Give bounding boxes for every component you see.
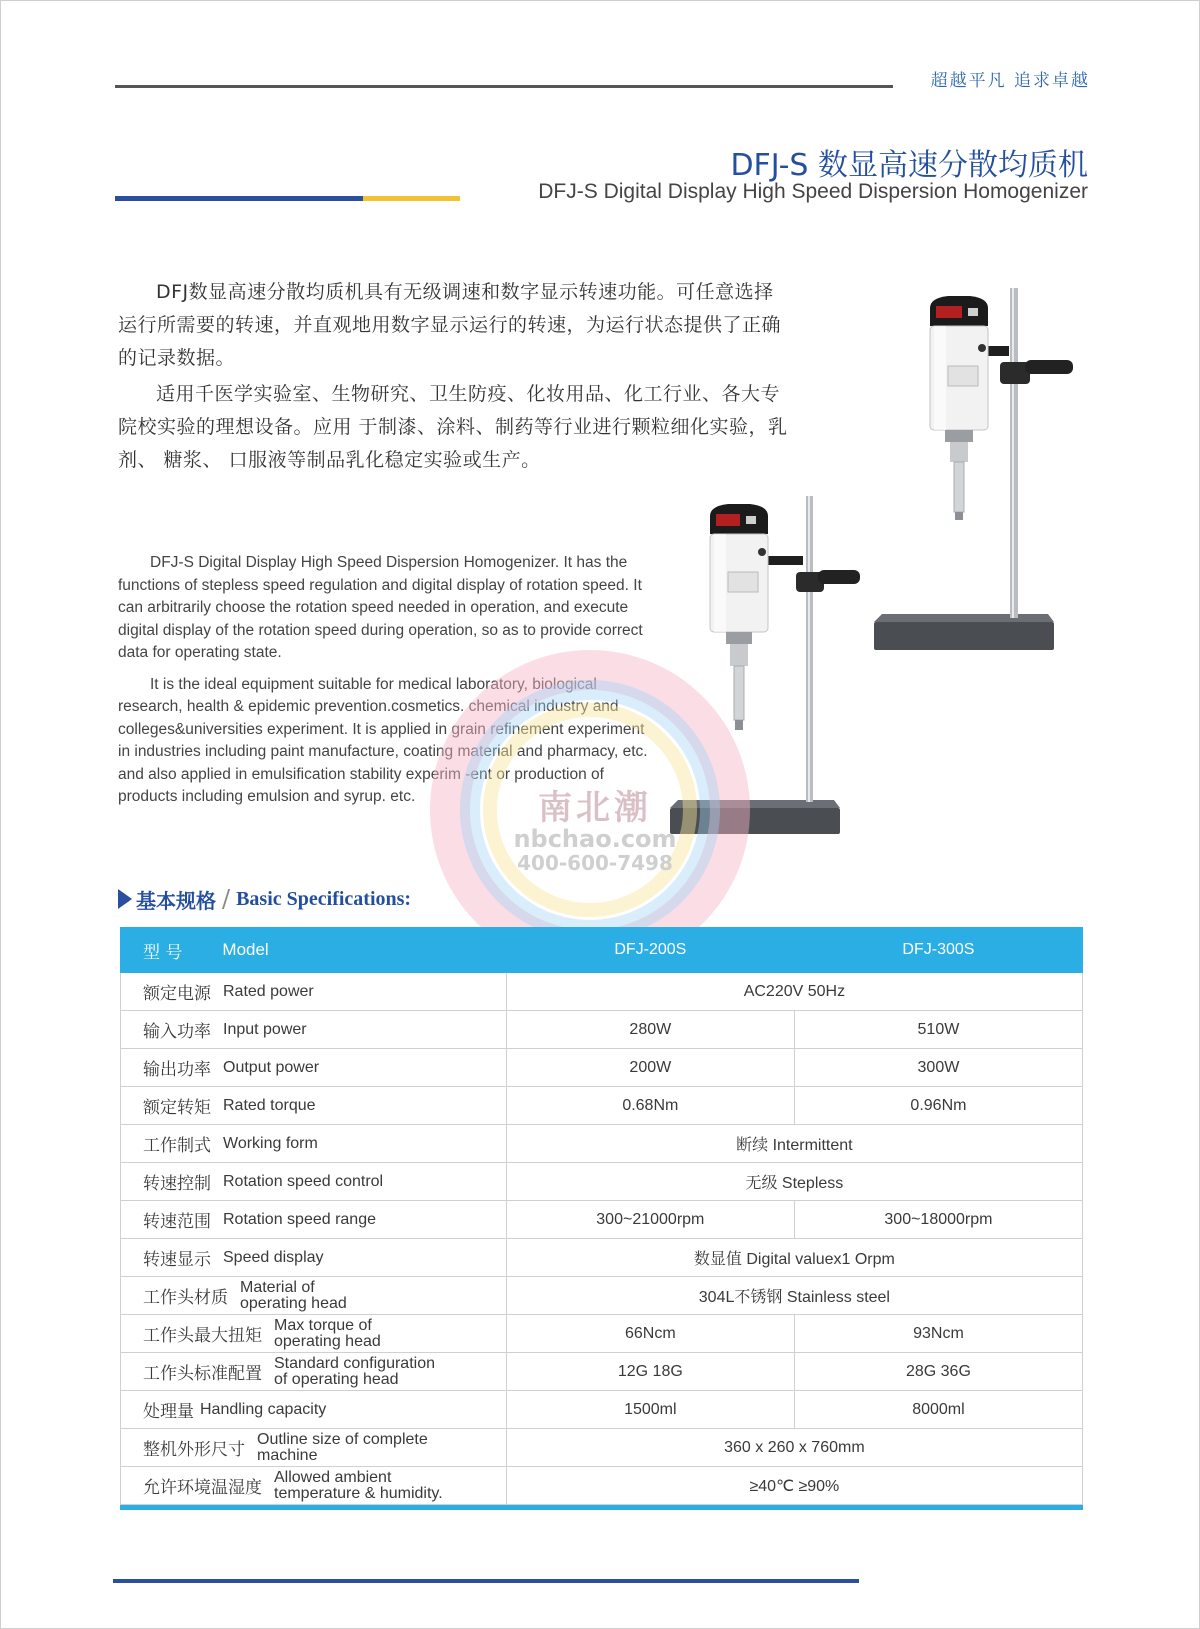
row-value-model-2: 8000ml <box>794 1391 1082 1429</box>
title-rule-blue <box>115 196 363 201</box>
spec-heading <box>118 884 411 914</box>
row-value: ≥40℃ ≥90% <box>506 1467 1082 1505</box>
table-row <box>121 1201 1083 1239</box>
product-image-large <box>870 282 1090 672</box>
row-value-model-2: 300W <box>794 1049 1082 1087</box>
row-value-model-2: 300~18000rpm <box>794 1201 1082 1239</box>
row-value: 304L不锈钢 Stainless steel <box>506 1277 1082 1315</box>
watermark-site: nbchao.com <box>513 825 677 853</box>
row-label-en: Output power <box>223 1058 320 1076</box>
row-value: 360 x 260 x 760mm <box>506 1429 1082 1467</box>
table-row <box>121 1315 1083 1353</box>
row-label-cn: 输入功率 <box>143 1022 211 1042</box>
table-row <box>121 1239 1083 1277</box>
row-label-en: Allowed ambient temperature & humidity. <box>274 1468 443 1502</box>
row-value: 无级 Stepless <box>506 1163 1082 1201</box>
row-label-cn: 额定转矩 <box>143 1098 211 1118</box>
intro-cn-paragraph: 适用千医学实验室、生物研究、卫生防疫、化妆用品、化工行业、各大专院校实验的理想设备。应用 于制漆、涂料、制药等行业进行颗粒细化实验，乳剂、 糖浆、 口服液等制品乳化稳定实验或生产。 <box>118 383 788 471</box>
table-row <box>121 1391 1083 1429</box>
row-label-cn: 转速范围 <box>143 1212 211 1232</box>
table-row <box>121 1049 1083 1087</box>
row-label-cn: 工作头标准配置 <box>143 1364 262 1384</box>
row-label-en: Standard configuration of operating head <box>274 1354 435 1388</box>
row-label-en: Max torque of operating head <box>274 1316 381 1350</box>
intro-cn-paragraph: DFJ数显高速分散均质机具有无级调速和数字显示转速功能。可任意选择运行所需要的转速，并直观地用数字显示运行的转速，为运行状态提供了正确的记录数据。 <box>118 281 782 369</box>
row-value-model-1: 280W <box>506 1011 794 1049</box>
row-label-cn: 工作头材质 <box>143 1288 228 1308</box>
arrow-right-icon <box>118 889 132 909</box>
row-value: AC220V 50Hz <box>506 973 1082 1011</box>
table-row <box>121 973 1083 1011</box>
row-value-model-1: 66Ncm <box>506 1315 794 1353</box>
footer-rule <box>113 1579 859 1583</box>
row-value: 断续 Intermittent <box>506 1125 1082 1163</box>
table-row <box>121 1125 1083 1163</box>
header-model-1: DFJ-200S <box>506 928 794 973</box>
spec-title-cn: 基本规格 <box>136 888 216 913</box>
row-value-model-2: 510W <box>794 1011 1082 1049</box>
table-header-row <box>121 928 1083 973</box>
row-value: 数显值 Digital valuex1 Orpm <box>506 1239 1082 1277</box>
row-label-en: Input power <box>223 1020 307 1038</box>
row-label-cn: 额定电源 <box>143 984 211 1004</box>
table-row <box>121 1353 1083 1391</box>
spec-title-en: Basic Specifications: <box>236 887 412 910</box>
header-label-cn: 型 号 <box>143 942 183 963</box>
product-title-cn: DFJ-S 数显高速分散均质机 <box>730 148 1088 183</box>
row-label-en: Rotation speed control <box>223 1172 384 1190</box>
table-row <box>121 1467 1083 1505</box>
table-row <box>121 1087 1083 1125</box>
row-label-en: Working form <box>223 1134 318 1152</box>
row-value-model-2: 28G 36G <box>794 1353 1082 1391</box>
intro-en-paragraph: It is the ideal equipment suitable for medical laboratory, biological research, health & epidemic prevention.cosmetics. chemical industry and colleges&universities experiment. It is applied in grain refinement experiment in industries including paint manufacture, coating material and pharmacy, etc. and also applied in emulsification stability experim -ent or production of products including emulsion and syrup. etc. <box>118 675 648 805</box>
table-bottom-rule <box>120 1505 1083 1510</box>
row-value-model-1: 200W <box>506 1049 794 1087</box>
row-label-en: Material of operating head <box>240 1278 347 1312</box>
row-label-cn: 工作制式 <box>143 1136 211 1156</box>
header-label-cell <box>121 928 507 973</box>
row-label-en: Outline size of complete machine <box>257 1430 428 1464</box>
row-label-en: Rotation speed range <box>223 1210 376 1228</box>
row-label-en: Rated torque <box>223 1096 316 1114</box>
row-value-model-1: 12G 18G <box>506 1353 794 1391</box>
header-rule <box>115 85 893 88</box>
row-label-cn: 转速显示 <box>143 1250 211 1270</box>
header-model-2: DFJ-300S <box>794 928 1082 973</box>
intro-en-paragraph: DFJ-S Digital Display High Speed Dispersion Homogenizer. It has the functions of stepless speed regulation and digital display of rotation speed. It can arbitrarily choose the rotation speed needed in operation, and execute digital display of the rotation speed during operation, so as to provide correct data for operating state. <box>118 554 643 661</box>
row-value-model-1: 0.68Nm <box>506 1087 794 1125</box>
watermark-brand: 南北潮 <box>538 788 652 828</box>
row-label-cn: 工作头最大扭矩 <box>143 1326 262 1346</box>
table-row <box>121 1011 1083 1049</box>
header-slogan: 超越平凡 追求卓越 <box>930 71 1090 91</box>
row-value-model-1: 1500ml <box>506 1391 794 1429</box>
spec-table <box>120 927 1083 1505</box>
header-label-en: Model <box>222 940 269 959</box>
row-label-en: Handling capacity <box>200 1400 327 1418</box>
row-value-model-2: 0.96Nm <box>794 1087 1082 1125</box>
row-label-cn: 转速控制 <box>143 1174 211 1194</box>
row-label-en: Speed display <box>223 1248 324 1266</box>
row-value-model-2: 93Ncm <box>794 1315 1082 1353</box>
row-label-cn: 输出功率 <box>143 1060 211 1080</box>
row-label-cn: 处理量 <box>143 1402 194 1422</box>
watermark-text <box>495 780 695 875</box>
table-row <box>121 1163 1083 1201</box>
intro-cn <box>118 276 790 480</box>
table-row <box>121 1429 1083 1467</box>
spec-title-separator: / <box>222 885 231 913</box>
table-row <box>121 1277 1083 1315</box>
product-title-en: DFJ-S Digital Display High Speed Dispersion Homogenizer <box>538 180 1088 203</box>
row-label-cn: 整机外形尺寸 <box>143 1440 245 1460</box>
row-value-model-1: 300~21000rpm <box>506 1201 794 1239</box>
row-label-en: Rated power <box>223 982 314 1000</box>
watermark-phone: 400-600-7498 <box>517 851 673 875</box>
row-label-cn: 允许环境温湿度 <box>143 1478 262 1498</box>
